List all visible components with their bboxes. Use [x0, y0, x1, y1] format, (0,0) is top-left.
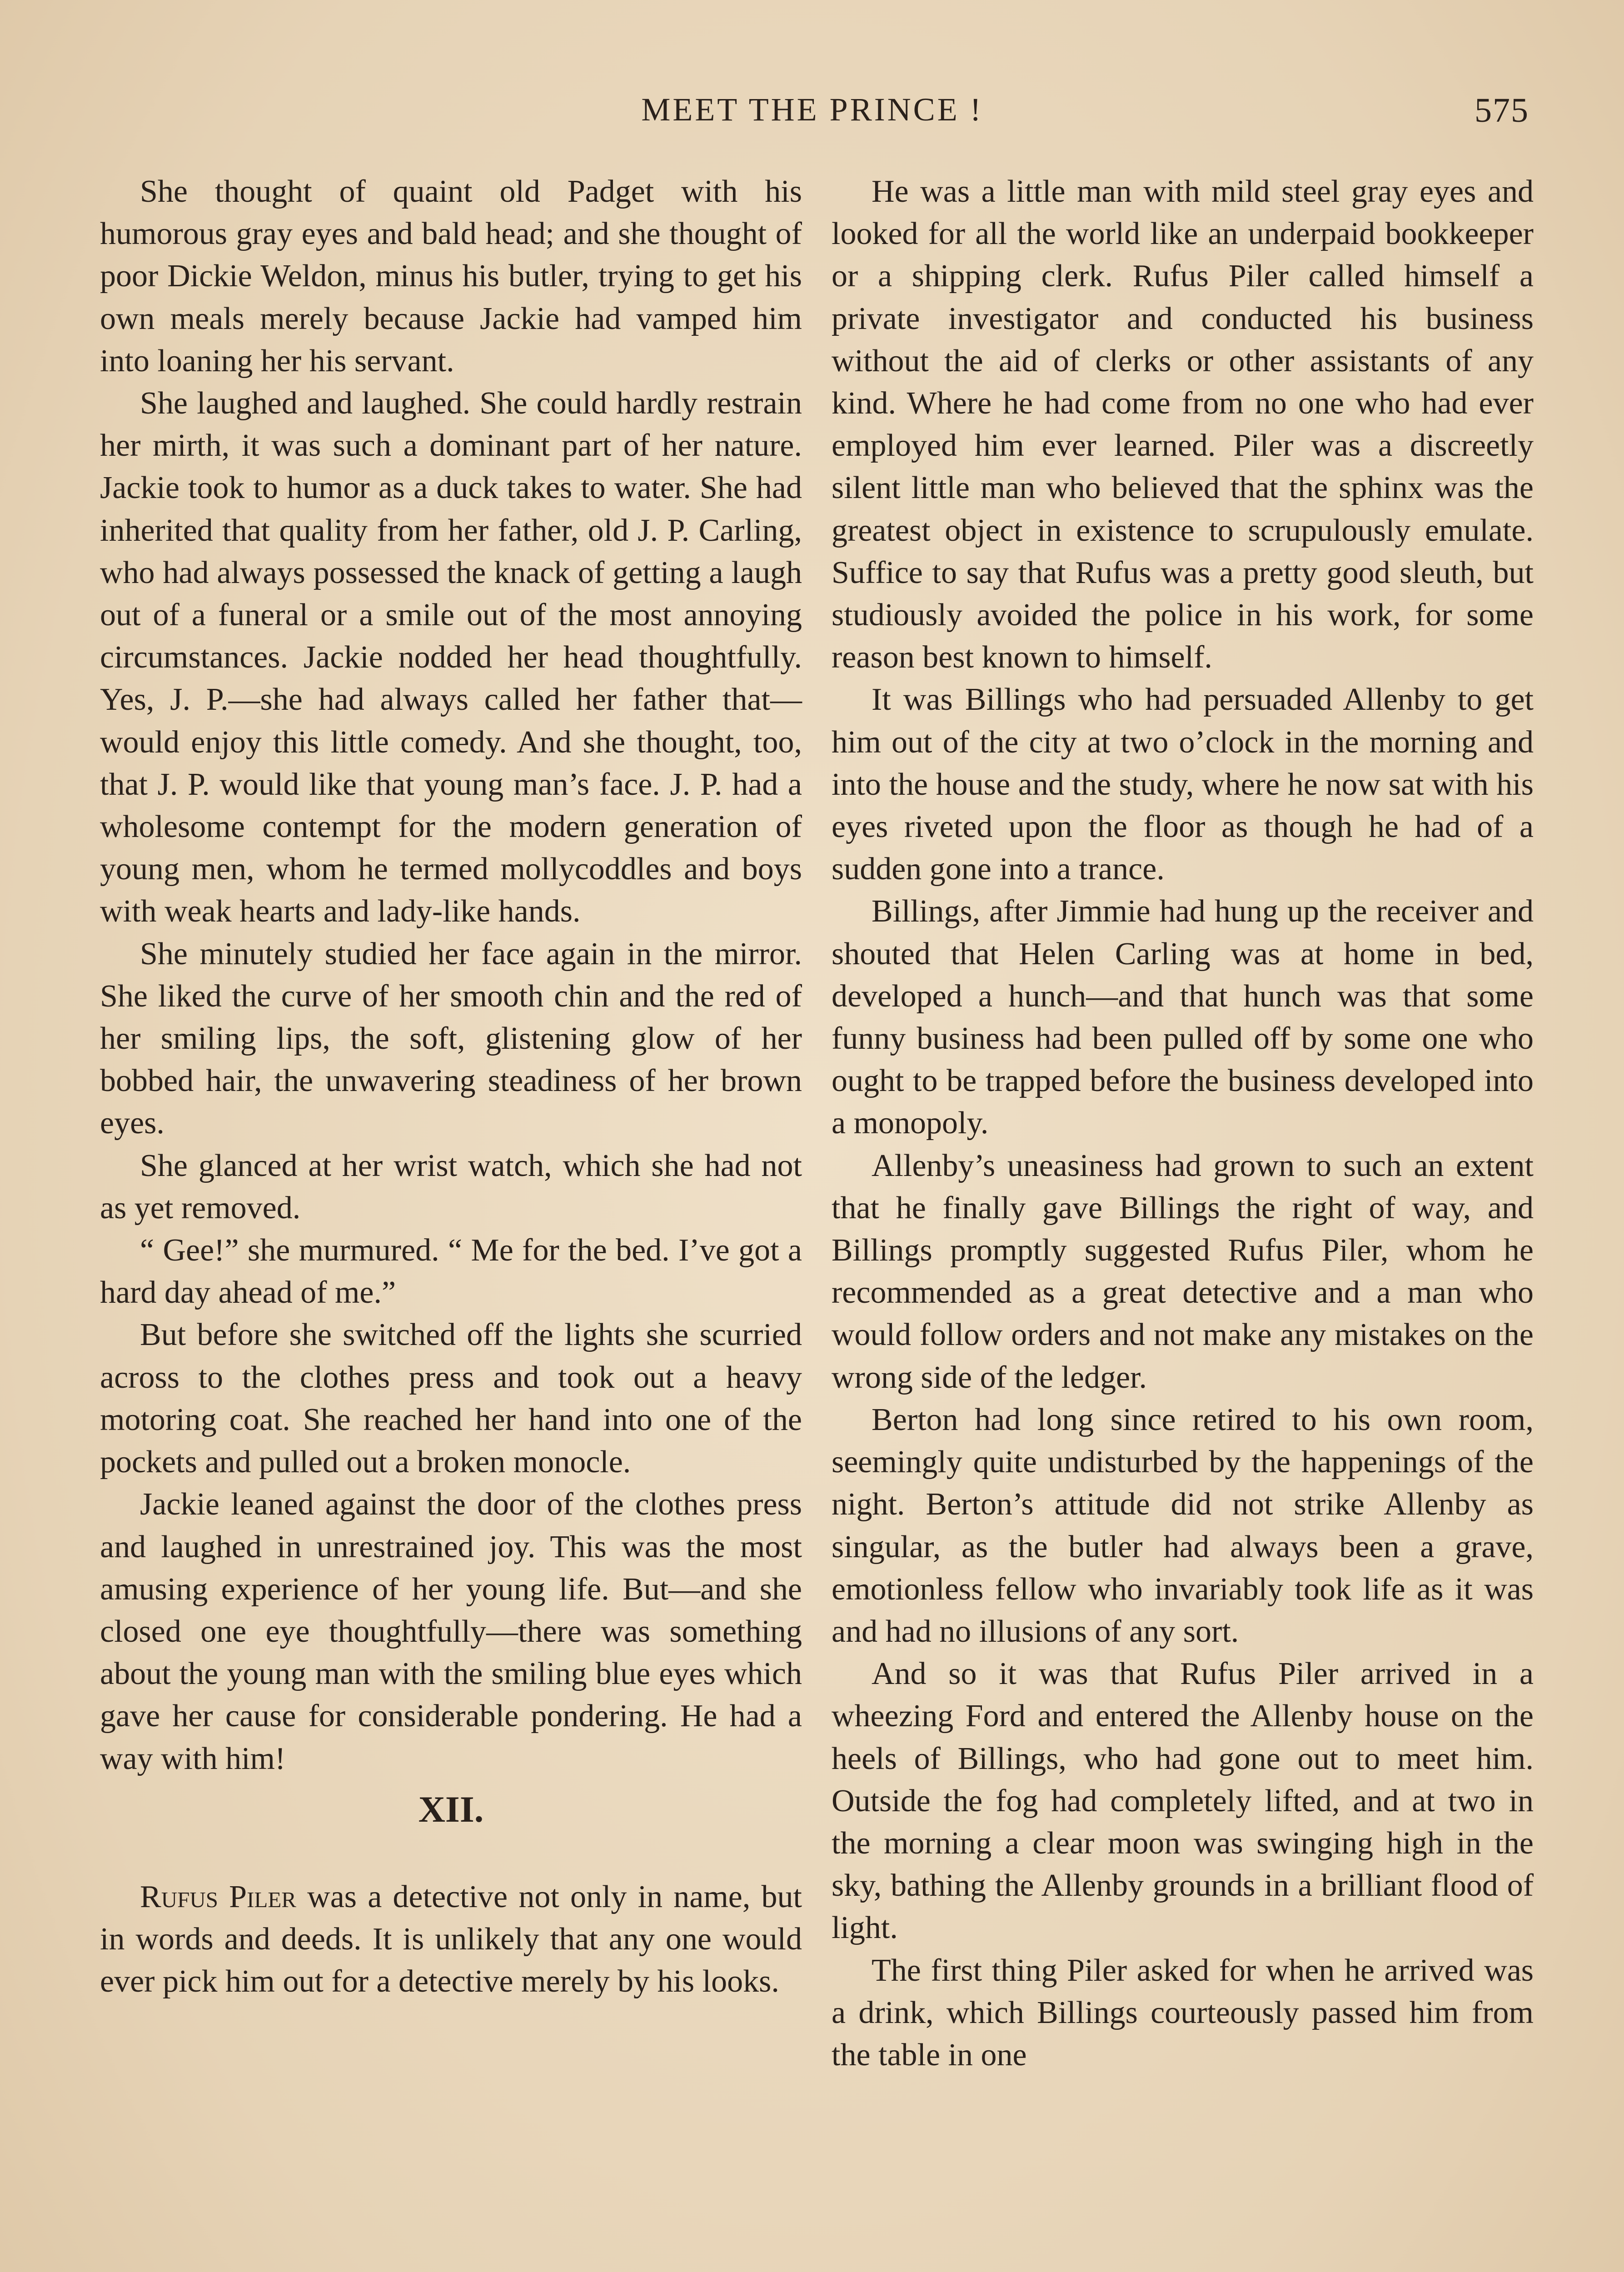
paragraph: He was a little man with mild steel gray eyes and looked for all the world like an underpaid bookkeeper or a shipping clerk. Rufus Piler called himself a private investigator and conducted his business without the aid of clerks or other assistants of any kind. Where he had come from no one who had ever employed him ever learned. Piler was a discreetly silent little man who believed that the sphinx was the greatest object in existence to scrupulously emulate. Suffice to say that Rufus was a pretty good sleuth, but studiously avoided the police in his work, for some reason best known to himself. — [832, 174, 1534, 675]
paragraph: Berton had long since retired to his own room, seemingly quite undisturbed by the happenings of the night. Berton’s attitude did not strike Allenby as singular, as the butler had always been a grave, emotionless fellow who invariably took life as it was and had no illusions of any sort. — [832, 1402, 1534, 1649]
paragraph: And so it was that Rufus Piler arrived in a wheezing Ford and entered the Allenby house on the heels of Billings, who had gone out to meet him. Outside the fog had completely lifted, and at two in the morning a clear moon was swinging high in the sky, bathing the Allenby grounds in a brilliant flood of light. — [832, 1656, 1534, 1946]
paragraph: Allenby’s uneasiness had grown to such an extent that he finally gave Billings the right of way, and Billings promptly suggested Rufus Piler, whom he recommended as a great detective and a man who would follow orders and not make any mistakes on the wrong side of the ledger. — [832, 1148, 1534, 1395]
paragraph: Jackie leaned against the door of the clothes press and laughed in unrestrained joy. This was the most amusing experience of her young life. But—and she closed one eye thoughtfully—there was something about the young man with the smiling blue eyes which gave her cause for considerable pondering. He had a way with him! — [100, 1487, 802, 1776]
chapter-heading: XII. — [418, 1788, 484, 1830]
paragraph: She laughed and laughed. She could hardly restrain her mirth, it was such a dominant part of her nature. Jackie took to humor as a duck takes to water. She had inherited that quality from her father, old J. P. Carling, who had always possessed the knack of getting a laugh out of a funeral or a smile out of the most annoying circumstances. Jackie nodded her head thoughtfully. Yes, J. P.—she had always called her father that—would enjoy this little comedy. And she thought, too, that J. P. would like that young man’s face. J. P. had a wholesome contempt for the modern generation of young men, whom he termed mollycoddles and boys with weak hearts and lady-like hands. — [100, 386, 802, 929]
chapter-opening-paragraph — [100, 1876, 802, 2003]
paragraph: She thought of quaint old Padget with his humorous gray eyes and bald head; and she thought of poor Dickie Weldon, minus his butler, trying to get his own meals merely because Jackie had vamped him into loaning her his servant. — [100, 174, 802, 379]
right-column — [832, 170, 1534, 2076]
paragraph: But before she switched off the lights she scurried across to the clothes press and took out a heavy motoring coat. She reached her hand into one of the pockets and pulled out a broken monocle. — [100, 1317, 802, 1480]
paragraph: “ Gee!” she murmured. “ Me for the bed. I’ve got a hard day ahead of me.” — [100, 1233, 802, 1310]
paragraph: The first thing Piler asked for when he arrived was a drink, which Billings courteously passed him from the table in one — [832, 1953, 1534, 2073]
paragraph: She minutely studied her face again in the mirror. She liked the curve of her smooth chin and the red of her smiling lips, the soft, glistening glow of her bobbed hair, the unwavering steadiness of her brown eyes. — [100, 936, 802, 1141]
paragraph: Billings, after Jimmie had hung up the receiver and shouted that Helen Carling was at home in bed, developed a hunch—and that hunch was that some funny business had been pulled off by some one who ought to be trapped before the business developed into a monopoly. — [832, 894, 1534, 1141]
page-number: 575 — [1475, 91, 1529, 130]
page-header — [95, 91, 1529, 141]
chapter-opening-name: Rufus Piler — [140, 1879, 296, 1914]
left-column — [100, 170, 802, 2003]
running-title: MEET THE PRINCE ! — [641, 91, 983, 128]
chapter-opening-text: was a detective not only in name, but in words and deeds. It is unlikely that any one would ever pick him out for a detective merely by his looks. — [100, 1879, 802, 1999]
paragraph: It was Billings who had persuaded Allenby to get him out of the city at two o’clock in the morning and into the house and the study, where he now sat with his eyes riveted upon the floor as though he had of a sudden gone into a trance. — [832, 682, 1534, 887]
paragraph: She glanced at her wrist watch, which she had not as yet removed. — [100, 1148, 802, 1226]
